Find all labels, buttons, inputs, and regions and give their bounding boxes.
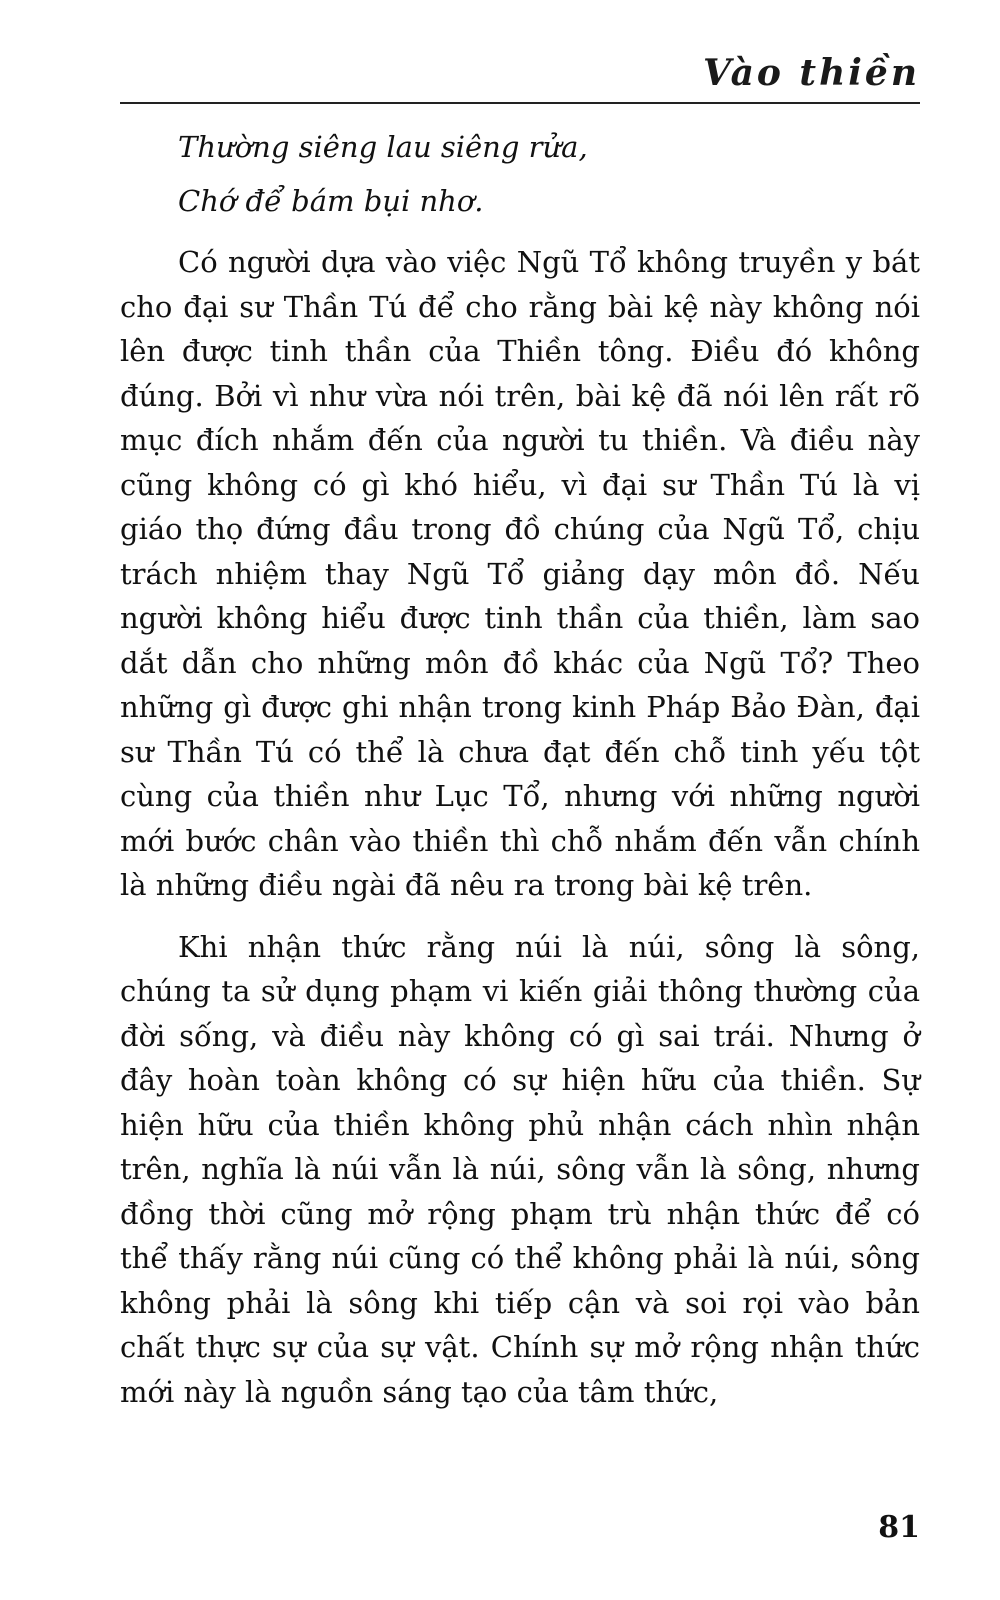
running-header-title: Vào thiền bbox=[702, 52, 920, 94]
page-body bbox=[120, 120, 920, 1414]
verse-line-1: Thường siêng lau siêng rửa, bbox=[178, 130, 588, 164]
body-paragraph-2: Khi nhận thức rằng núi là núi, sông là sông, chúng ta sử dụng phạm vi kiến giải thông thường của đời sống, và điều này không có gì sai trái. Nhưng ở đây hoàn toàn không có sự hiện hữu của thiền. Sự hiện hữu của thiền không phủ nhận cách nhìn nhận trên, nghĩa là núi vẫn là núi, sông vẫn là sông, nhưng đồng thời cũng mở rộng phạm trù nhận thức để có thể thấy rằng núi cũng có thể không phải là núi, sông không phải là sông khi tiếp cận và soi rọi vào bản chất thực sự của sự vật. Chính sự mở rộng nhận thức mới này là nguồn sáng tạo của tâm thức, bbox=[120, 929, 920, 1409]
body-paragraph-1: Có người dựa vào việc Ngũ Tổ không truyền y bát cho đại sư Thần Tú để cho rằng bài kệ này không nói lên được tinh thần của Thiền tông. Điều đó không đúng. Bởi vì như vừa nói trên, bài kệ đã nói lên rất rõ mục đích nhắm đến của người tu thiền. Và điều này cũng không có gì khó hiểu, vì đại sư Thần Tú là vị giáo thọ đứng đầu trong đồ chúng của Ngũ Tổ, chịu trách nhiệm thay Ngũ Tổ giảng dạy môn đồ. Nếu người không hiểu được tinh thần của thiền, làm sao dắt dẫn cho những môn đồ khác của Ngũ Tổ? Theo những gì được ghi nhận trong kinh Pháp Bảo Đàn, đại sư Thần Tú có thể là chưa đạt đến chỗ tinh yếu tột cùng của thiền như Lục Tổ, nhưng với những người mới bước chân vào thiền thì chỗ nhắm đến vẫn chính là những điều ngài đã nêu ra trong bài kệ trên. bbox=[120, 245, 920, 902]
header-divider bbox=[120, 102, 920, 104]
verse-line-2: Chớ để bám bụi nhơ. bbox=[178, 184, 484, 218]
page-number: 81 bbox=[878, 1510, 920, 1545]
